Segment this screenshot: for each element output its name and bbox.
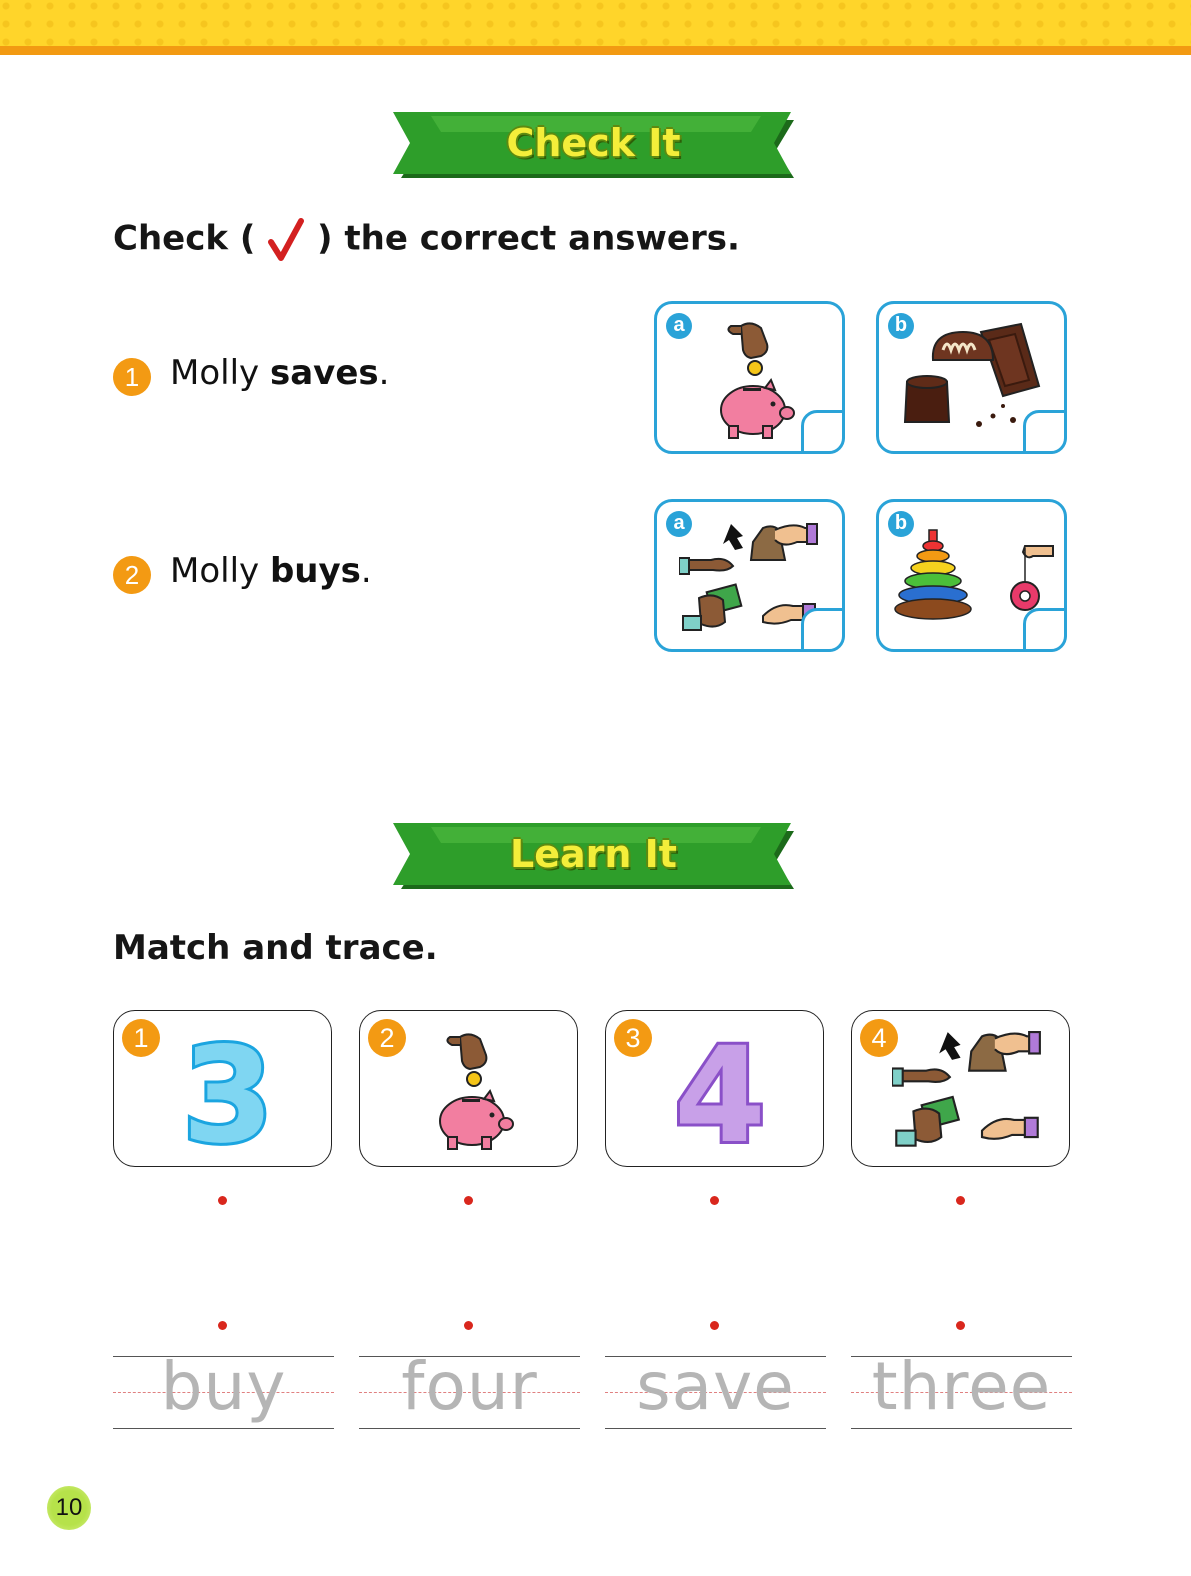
trace-line-2[interactable] xyxy=(359,1348,580,1430)
question-1-option-a[interactable] xyxy=(654,301,845,454)
learn-it-title: Learn It xyxy=(510,832,677,876)
match-card-4[interactable] xyxy=(851,1010,1070,1167)
match-dot-bottom-3[interactable] xyxy=(710,1321,719,1330)
match-card-2[interactable] xyxy=(359,1010,578,1167)
learn-instruction: Match and trace. xyxy=(113,928,438,968)
match-dot-top-2[interactable] xyxy=(464,1196,473,1205)
top-stripe xyxy=(0,46,1191,55)
trace-word: three xyxy=(871,1348,1052,1425)
question-1-text: Molly saves. xyxy=(170,353,390,393)
check-it-title: Check It xyxy=(506,121,681,165)
instruction-part1: Check ( xyxy=(113,218,256,259)
buying-exchange-icon xyxy=(679,520,819,638)
answer-checkbox[interactable] xyxy=(801,410,845,454)
question-2-text: Molly buys. xyxy=(170,551,372,591)
answer-checkbox[interactable] xyxy=(1023,608,1067,652)
question-1-number: 1 xyxy=(113,358,151,396)
svg-text:3: 3 xyxy=(182,1025,274,1155)
match-dot-top-4[interactable] xyxy=(956,1196,965,1205)
question-2-verb: buys xyxy=(269,551,361,591)
check-instruction xyxy=(113,218,740,262)
option-letter: a xyxy=(666,511,692,537)
option-letter: a xyxy=(666,313,692,339)
check-it-banner xyxy=(391,112,796,180)
trace-word: four xyxy=(401,1348,538,1425)
match-dot-bottom-2[interactable] xyxy=(464,1321,473,1330)
match-dot-bottom-1[interactable] xyxy=(218,1321,227,1330)
buying-exchange-icon xyxy=(892,1027,1042,1155)
option-letter: b xyxy=(888,511,914,537)
answer-checkbox[interactable] xyxy=(801,608,845,652)
option-letter: b xyxy=(888,313,914,339)
piggy-bank-icon xyxy=(426,1019,516,1164)
number-four-icon xyxy=(670,1025,770,1155)
question-2-number: 2 xyxy=(113,556,151,594)
match-dot-bottom-4[interactable] xyxy=(956,1321,965,1330)
match-card-1[interactable] xyxy=(113,1010,332,1167)
trace-line-1[interactable] xyxy=(113,1348,334,1430)
svg-text:4: 4 xyxy=(674,1025,766,1155)
match-dot-top-3[interactable] xyxy=(710,1196,719,1205)
question-2-option-b[interactable] xyxy=(876,499,1067,652)
trace-line-3[interactable] xyxy=(605,1348,826,1430)
learn-it-banner xyxy=(391,823,796,891)
question-1-verb: saves xyxy=(269,353,379,393)
answer-checkbox[interactable] xyxy=(1023,410,1067,454)
trace-word: save xyxy=(636,1348,795,1425)
question-2-option-a[interactable] xyxy=(654,499,845,652)
instruction-part2: ) the correct answers. xyxy=(317,218,740,259)
piggy-bank-icon xyxy=(707,318,797,443)
question-1-option-b[interactable] xyxy=(876,301,1067,454)
trace-word: buy xyxy=(160,1348,287,1425)
page-number: 10 xyxy=(47,1486,91,1530)
check-mark-icon xyxy=(267,218,305,262)
number-three-icon xyxy=(178,1025,278,1155)
chocolate-icon xyxy=(903,320,1043,430)
match-dot-top-1[interactable] xyxy=(218,1196,227,1205)
card-number: 4 xyxy=(860,1019,898,1057)
card-number: 2 xyxy=(368,1019,406,1057)
trace-line-4[interactable] xyxy=(851,1348,1072,1430)
card-number: 3 xyxy=(614,1019,652,1057)
card-number: 1 xyxy=(122,1019,160,1057)
match-card-3[interactable] xyxy=(605,1010,824,1167)
top-decorative-bar xyxy=(0,0,1191,46)
